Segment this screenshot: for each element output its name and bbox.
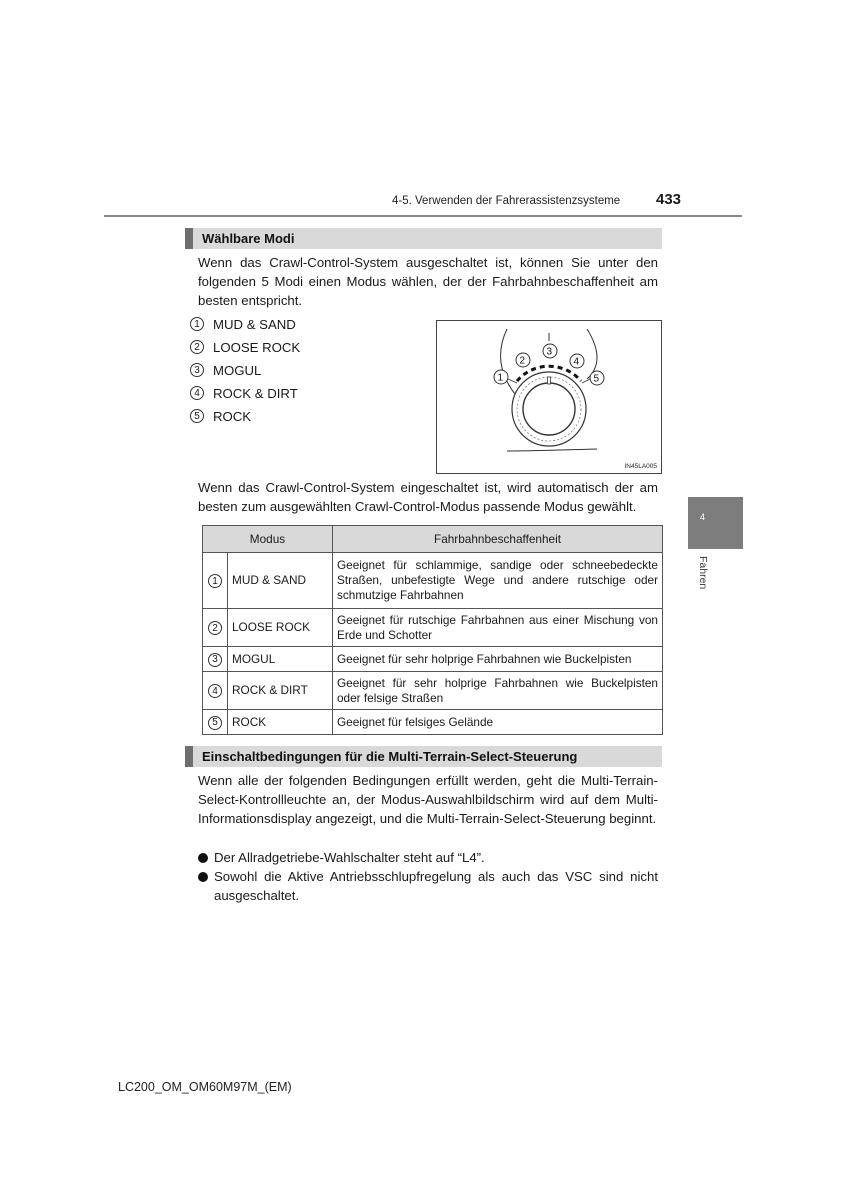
svg-text:4: 4: [573, 356, 580, 368]
bullet-icon: [198, 872, 208, 882]
chapter-tab: [688, 497, 743, 549]
table-row: [203, 672, 663, 710]
table-cell-num: [203, 553, 228, 609]
circled-number-4: 4: [208, 684, 222, 698]
table-row: [203, 710, 663, 735]
table-cell-desc: Geeignet für rutschige Fahrbahnen aus einer Mischung von Erde und Schotter: [333, 609, 663, 647]
table-cell-mode: MUD & SAND: [228, 553, 333, 609]
circled-number-2: 2: [208, 621, 222, 635]
table-cell-mode: LOOSE ROCK: [228, 609, 333, 647]
circled-number-3: 3: [208, 653, 222, 667]
figure-code: IN45LA005: [624, 463, 657, 470]
table-cell-num: [203, 710, 228, 735]
mode-list-item: [190, 360, 261, 380]
table-header-row: [203, 526, 663, 553]
circled-number-4: 4: [190, 386, 204, 400]
table-cell-num: [203, 672, 228, 710]
circled-number-2: 2: [190, 340, 204, 354]
table-row: [203, 553, 663, 609]
mode-list-label: ROCK: [213, 408, 252, 424]
bullet-icon: [198, 853, 208, 863]
chapter-tab-label: Fahren: [697, 556, 709, 590]
table-cell-desc: Geeignet für sehr holprige Fahrbahnen wie Buckelpisten oder felsige Straßen: [333, 672, 663, 710]
table-cell-desc: Geeignet für schlammige, sandige oder schneebedeckte Straßen, unbefestigte Wege und andere rutschige oder schmutzige Fahrbahnen: [333, 553, 663, 609]
section1-after-text: Wenn das Crawl-Control-System eingeschaltet ist, wird automatisch der am besten zum ausgewählten Crawl-Control-Modus passende Modus gewählt.: [198, 480, 658, 514]
table-header-mode: Modus: [203, 526, 333, 553]
section1-intro: Wenn das Crawl-Control-System ausgeschaltet ist, können Sie unter den folgenden 5 Modi einen Modus wählen, der der Fahrbahnbeschaffenheit am besten entspricht.: [198, 255, 658, 308]
mode-list-item: [190, 383, 298, 403]
section-heading-selectable-modes: Wählbare Modi: [185, 228, 662, 249]
mode-list-label: MUD & SAND: [213, 316, 296, 332]
modes-table: [202, 525, 663, 735]
table-cell-mode: ROCK: [228, 710, 333, 735]
table-cell-mode: MOGUL: [228, 647, 333, 672]
document-code: LC200_OM_OM60M97M_(EM): [118, 1080, 292, 1094]
bullet-text: Sowohl die Aktive Antriebsschlupfregelung als auch das VSC sind nicht ausgeschaltet.: [214, 869, 658, 903]
table-cell-desc: Geeignet für sehr holprige Fahrbahnen wie Buckelpisten: [333, 647, 663, 672]
bullet-item: [198, 848, 658, 867]
table-row: [203, 609, 663, 647]
mode-list-item: [190, 314, 296, 334]
circled-number-1: 1: [208, 574, 222, 588]
dial-illustration: [437, 321, 661, 473]
mode-list-label: ROCK & DIRT: [213, 385, 298, 401]
table-cell-num: [203, 647, 228, 672]
mode-list-item: [190, 406, 251, 426]
bullet-item: [198, 867, 658, 905]
table-cell-desc: Geeignet für felsiges Gelände: [333, 710, 663, 735]
table-cell-mode: ROCK & DIRT: [228, 672, 333, 710]
svg-text:3: 3: [546, 346, 553, 358]
circled-number-3: 3: [190, 363, 204, 377]
chapter-tab-number: 4: [700, 512, 706, 522]
svg-text:2: 2: [519, 355, 526, 367]
bullet-text: Der Allradgetriebe-Wahlschalter steht auf “L4”.: [214, 850, 485, 865]
mode-list-item: [190, 337, 300, 357]
mode-list-label: MOGUL: [213, 362, 262, 378]
page-number: 433: [656, 191, 682, 208]
section-heading-activation-conditions: Einschaltbedingungen für die Multi-Terrain-Select-Steuerung: [185, 746, 662, 767]
table-cell-num: [203, 609, 228, 647]
section2-intro: Wenn alle der folgenden Bedingungen erfüllt werden, geht die Multi-Terrain-Select-Kontrollleuchte an, der Modus-Auswahlbildschirm wird auf dem Multi-Informationsdisplay angezeigt, und die Multi-Terrain-Select-Steuerung beginnt.: [198, 773, 658, 826]
svg-text:5: 5: [593, 373, 600, 385]
circled-number-1: 1: [190, 317, 204, 331]
table-header-surface: Fahrbahnbeschaffenheit: [333, 526, 663, 553]
mode-list-label: LOOSE ROCK: [213, 339, 301, 355]
circled-number-5: 5: [190, 409, 204, 423]
header-rule: [104, 215, 742, 217]
running-header-section: 4-5. Verwenden der Fahrerassistenzsysteme: [392, 195, 621, 207]
svg-text:1: 1: [497, 372, 504, 384]
table-row: [203, 647, 663, 672]
circled-number-5: 5: [208, 716, 222, 730]
mode-selector-dial-figure: [436, 320, 662, 474]
